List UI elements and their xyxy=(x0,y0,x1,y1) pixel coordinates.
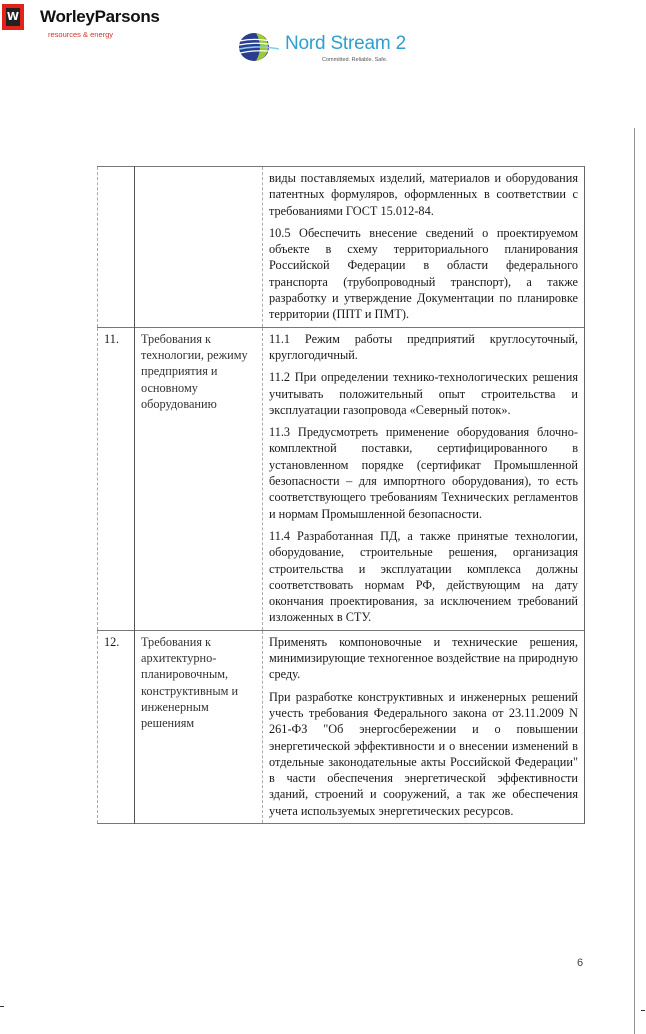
paragraph: виды поставляемых изделий, материалов и оборудования патентных формуляров, оформленных в соответствии с требованиями ГОСТ 15.012-84. xyxy=(269,171,578,218)
worleyparsons-tagline: resources & energy xyxy=(48,30,114,39)
paragraph: 10.5 Обеспечить внесение сведений о проектируемом объекте в схему территориального планирования Российской Федерации в области федерального транспорта (трубопроводный транспорт), а также разработку и утверждение Документации по планировке территории (ППТ и ПМТ). xyxy=(269,225,578,322)
paragraph: 11.3 Предусмотреть применение оборудования блочно-комплектной поставки, сертифицированного в установленном порядке (сертификат Промышленной безопасности – для импортного оборудования), то есть соответствующего требованиям Технических регламентов и нормам Промышленной безопасности. xyxy=(269,425,578,521)
row-number: 11. xyxy=(98,327,135,630)
paragraph: 11.2 При определении технико-технологических решения учитывать положительный опыт строительства и эксплуатации газопровода «Северный поток». xyxy=(269,370,578,417)
row-number xyxy=(98,167,135,328)
row-title: Требования к технологии, режиму предприятия и основному оборудованию xyxy=(135,327,263,630)
row-number: 12. xyxy=(98,630,135,823)
nordstream-logo-icon xyxy=(238,31,280,63)
paragraph: При разработке конструктивных и инженерных решений учесть требования Федерального закона от 23.11.2009 N 261-ФЗ "Об энергосбережении и о повышении энергетической эффективности и о внесении изменений в отдельные законодательные акты Российской Федерации" в части обеспечения энергетической эффективности зданий, строений и сооружений, а так же обеспечения учета используемых энергетических ресурсов. xyxy=(269,689,578,818)
row-title: Требования к архитектурно-планировочным, конструктивным и инженерным решениям xyxy=(135,630,263,823)
page-number: 6 xyxy=(577,957,584,969)
row-body xyxy=(263,167,585,328)
nordstream-tagline: Committed. Reliable. Safe. xyxy=(322,57,388,63)
worleyparsons-logo-icon: W xyxy=(2,4,24,30)
requirements-table xyxy=(97,166,585,824)
paragraph: 11.4 Разработанная ПД, а также принятые технологии, оборудование, строительные решения, организация строительства и эксплуатации комплекса должны соответствовать нормам РФ, действующим на дату окончания проектирования, за исключением требований изложенных в СТУ. xyxy=(269,528,578,625)
paragraph: Применять компоновочные и технические решения, минимизирующие техногенное воздействие на природную среду. xyxy=(269,634,578,682)
row-title xyxy=(135,167,263,328)
worleyparsons-name: WorleyParsons xyxy=(40,7,160,26)
table-row xyxy=(98,327,585,630)
page-edge-line xyxy=(634,128,635,1034)
table-row xyxy=(98,167,585,328)
row-body xyxy=(263,327,585,630)
scan-mark xyxy=(0,1006,4,1007)
table-row xyxy=(98,630,585,823)
nordstream-name: Nord Stream 2 xyxy=(285,33,406,54)
scan-mark xyxy=(641,1010,645,1011)
paragraph: 11.1 Режим работы предприятий круглосуточный, круглогодичный. xyxy=(269,331,578,362)
row-body xyxy=(263,630,585,823)
